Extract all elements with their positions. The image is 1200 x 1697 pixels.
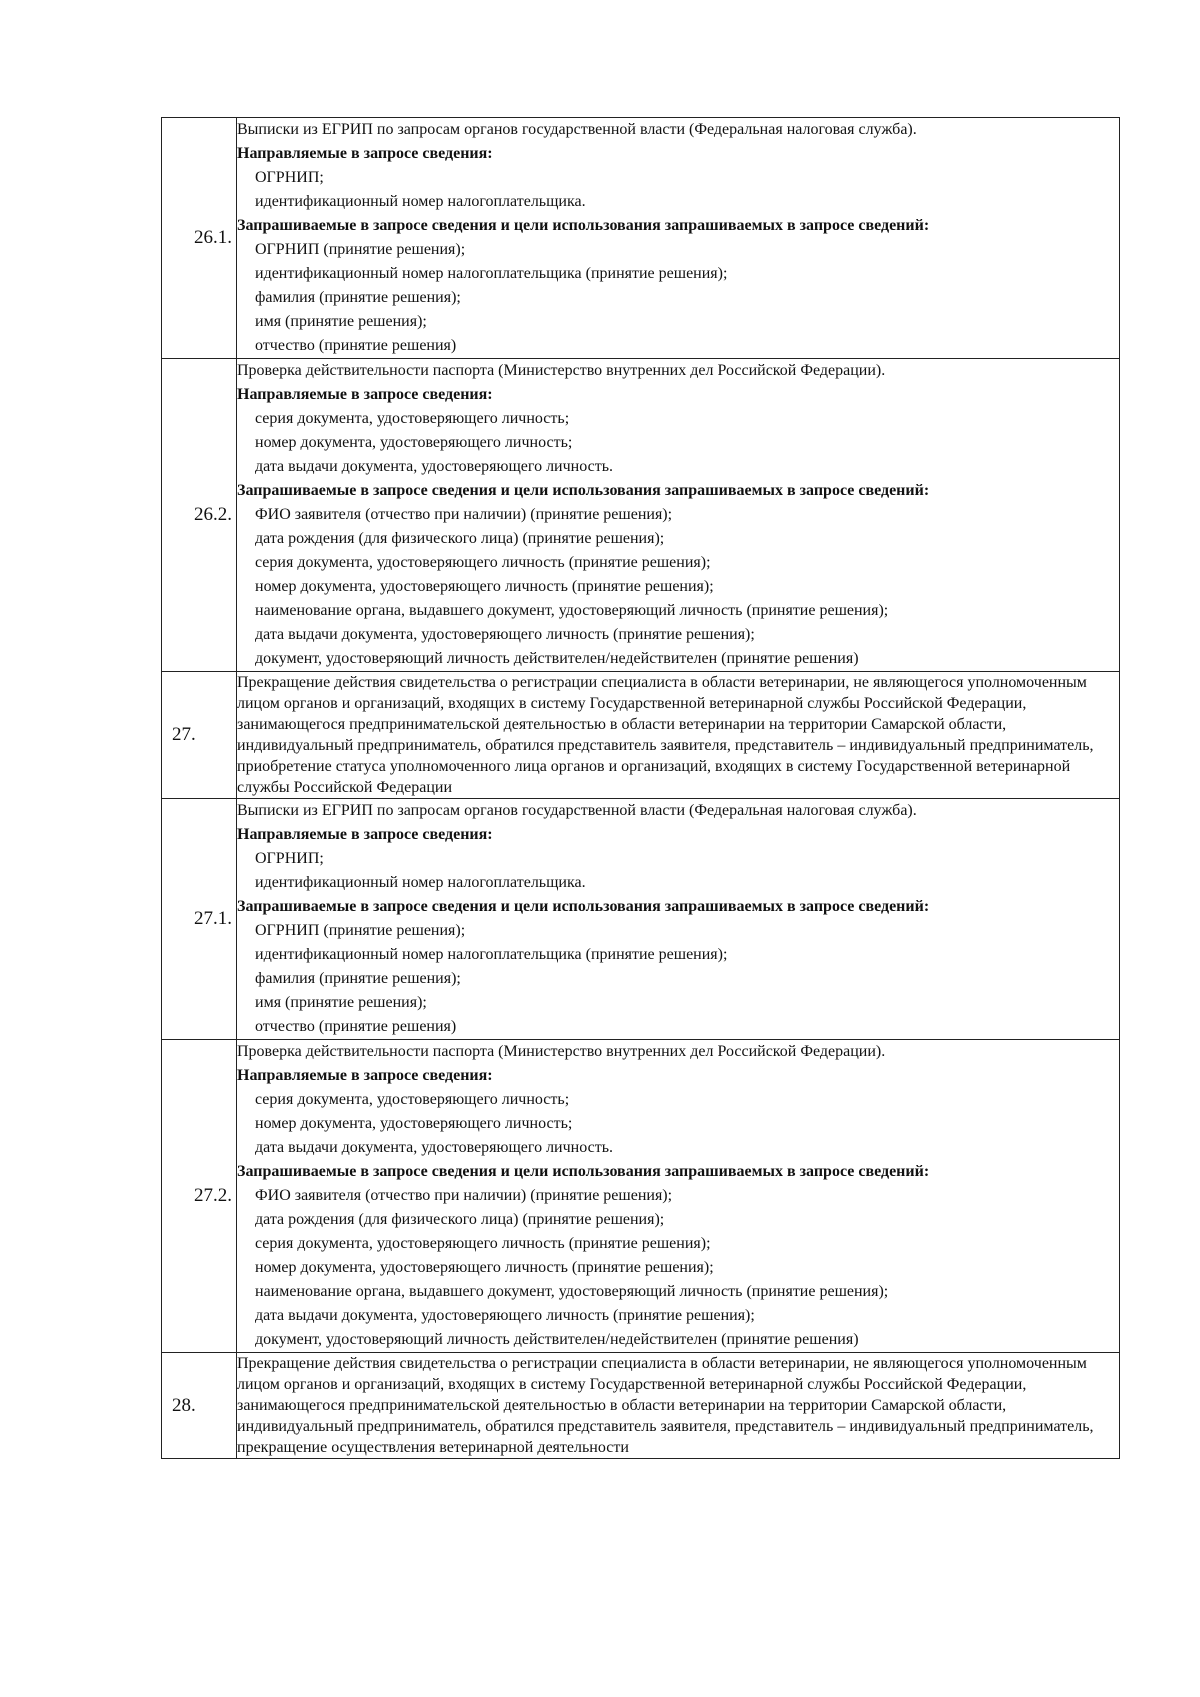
- section-heading: Направляемые в запросе сведения:: [237, 145, 493, 162]
- table-row: [162, 799, 1120, 1040]
- content-line: идентификационный номер налогоплательщика (принятие решения);: [255, 946, 728, 963]
- content-line: дата выдачи документа, удостоверяющего личность (принятие решения);: [255, 1307, 755, 1324]
- content-line: дата рождения (для физического лица) (принятие решения);: [255, 530, 665, 547]
- content-line: идентификационный номер налогоплательщика.: [255, 874, 586, 891]
- content-line: наименование органа, выдавшего документ, удостоверяющий личность (принятие решения);: [255, 1283, 889, 1300]
- section-heading: Направляемые в запросе сведения:: [237, 1067, 493, 1084]
- row-number: 27.: [162, 672, 237, 799]
- row-content: [237, 1353, 1120, 1459]
- content-line: ОГРНИП (принятие решения);: [255, 922, 466, 939]
- content-line: отчество (принятие решения): [255, 1018, 457, 1035]
- content-line: ФИО заявителя (отчество при наличии) (принятие решения);: [255, 1187, 673, 1204]
- content-line: фамилия (принятие решения);: [255, 970, 461, 987]
- content-line: серия документа, удостоверяющего личность (принятие решения);: [255, 1235, 711, 1252]
- content-line: ОГРНИП;: [255, 169, 324, 186]
- row-content: [237, 799, 1120, 1040]
- section-heading: Запрашиваемые в запросе сведения и цели использования запрашиваемых в запросе сведений:: [237, 1163, 930, 1180]
- section-heading: Запрашиваемые в запросе сведения и цели использования запрашиваемых в запросе сведений:: [237, 482, 930, 499]
- content-line: серия документа, удостоверяющего личность;: [255, 1091, 570, 1108]
- service-description: Прекращение действия свидетельства о регистрации специалиста в области ветеринарии, не являющегося уполномоченным лицом органов и организаций, входящих в систему Государственной ветеринарной службы Российской Федерации, занимающегося предпринимательской деятельностью в области ветеринарии на территории Самарской области, индивидуальный предприниматель, обратился представитель заявителя, представитель – индивидуальный предприниматель, приобретение статуса уполномоченного лица органов и организаций, входящих в систему Государственной ветеринарной службы Российской Федерации: [237, 674, 1094, 796]
- content-line: номер документа, удостоверяющего личность;: [255, 1115, 573, 1132]
- services-table: [161, 117, 1120, 1459]
- content-line: имя (принятие решения);: [255, 994, 427, 1011]
- table-row: [162, 1040, 1120, 1353]
- content-line: идентификационный номер налогоплательщика.: [255, 193, 586, 210]
- row-number: 26.1.: [162, 118, 237, 359]
- table-row: [162, 1353, 1120, 1459]
- table-row: [162, 672, 1120, 799]
- content-line: номер документа, удостоверяющего личность (принятие решения);: [255, 1259, 714, 1276]
- row-content: [237, 1040, 1120, 1353]
- section-heading: Направляемые в запросе сведения:: [237, 826, 493, 843]
- content-line: отчество (принятие решения): [255, 337, 457, 354]
- content-line: идентификационный номер налогоплательщика (принятие решения);: [255, 265, 728, 282]
- content-line: серия документа, удостоверяющего личность (принятие решения);: [255, 554, 711, 571]
- content-line: Проверка действительности паспорта (Министерство внутренних дел Российской Федерации).: [237, 362, 886, 379]
- content-line: документ, удостоверяющий личность действителен/недействителен (принятие решения): [255, 1331, 859, 1348]
- content-line: ФИО заявителя (отчество при наличии) (принятие решения);: [255, 506, 673, 523]
- row-number: 28.: [162, 1353, 237, 1459]
- content-line: дата рождения (для физического лица) (принятие решения);: [255, 1211, 665, 1228]
- section-heading: Направляемые в запросе сведения:: [237, 386, 493, 403]
- content-line: фамилия (принятие решения);: [255, 289, 461, 306]
- content-line: дата выдачи документа, удостоверяющего личность.: [255, 458, 614, 475]
- table-row: [162, 359, 1120, 672]
- service-description: Прекращение действия свидетельства о регистрации специалиста в области ветеринарии, не являющегося уполномоченным лицом органов и организаций, входящих в систему Государственной ветеринарной службы Российской Федерации, занимающегося предпринимательской деятельностью в области ветеринарии на территории Самарской области, индивидуальный предприниматель, обратился представитель заявителя, представитель – индивидуальный предприниматель, прекращение осуществления ветеринарной деятельности: [237, 1355, 1094, 1456]
- content-line: серия документа, удостоверяющего личность;: [255, 410, 570, 427]
- content-line: Выписки из ЕГРИП по запросам органов государственной власти (Федеральная налоговая служба).: [237, 802, 917, 819]
- section-heading: Запрашиваемые в запросе сведения и цели использования запрашиваемых в запросе сведений:: [237, 898, 930, 915]
- row-number: 27.1.: [162, 799, 237, 1040]
- content-line: Выписки из ЕГРИП по запросам органов государственной власти (Федеральная налоговая служба).: [237, 121, 917, 138]
- content-line: наименование органа, выдавшего документ, удостоверяющий личность (принятие решения);: [255, 602, 889, 619]
- row-content: [237, 359, 1120, 672]
- row-number: 27.2.: [162, 1040, 237, 1353]
- content-line: номер документа, удостоверяющего личность (принятие решения);: [255, 578, 714, 595]
- content-line: дата выдачи документа, удостоверяющего личность (принятие решения);: [255, 626, 755, 643]
- content-line: документ, удостоверяющий личность действителен/недействителен (принятие решения): [255, 650, 859, 667]
- table-row: [162, 118, 1120, 359]
- content-line: номер документа, удостоверяющего личность;: [255, 434, 573, 451]
- content-line: ОГРНИП (принятие решения);: [255, 241, 466, 258]
- content-line: имя (принятие решения);: [255, 313, 427, 330]
- content-line: дата выдачи документа, удостоверяющего личность.: [255, 1139, 614, 1156]
- row-number: 26.2.: [162, 359, 237, 672]
- section-heading: Запрашиваемые в запросе сведения и цели использования запрашиваемых в запросе сведений:: [237, 217, 930, 234]
- content-line: ОГРНИП;: [255, 850, 324, 867]
- content-line: Проверка действительности паспорта (Министерство внутренних дел Российской Федерации).: [237, 1043, 886, 1060]
- row-content: [237, 118, 1120, 359]
- row-content: [237, 672, 1120, 799]
